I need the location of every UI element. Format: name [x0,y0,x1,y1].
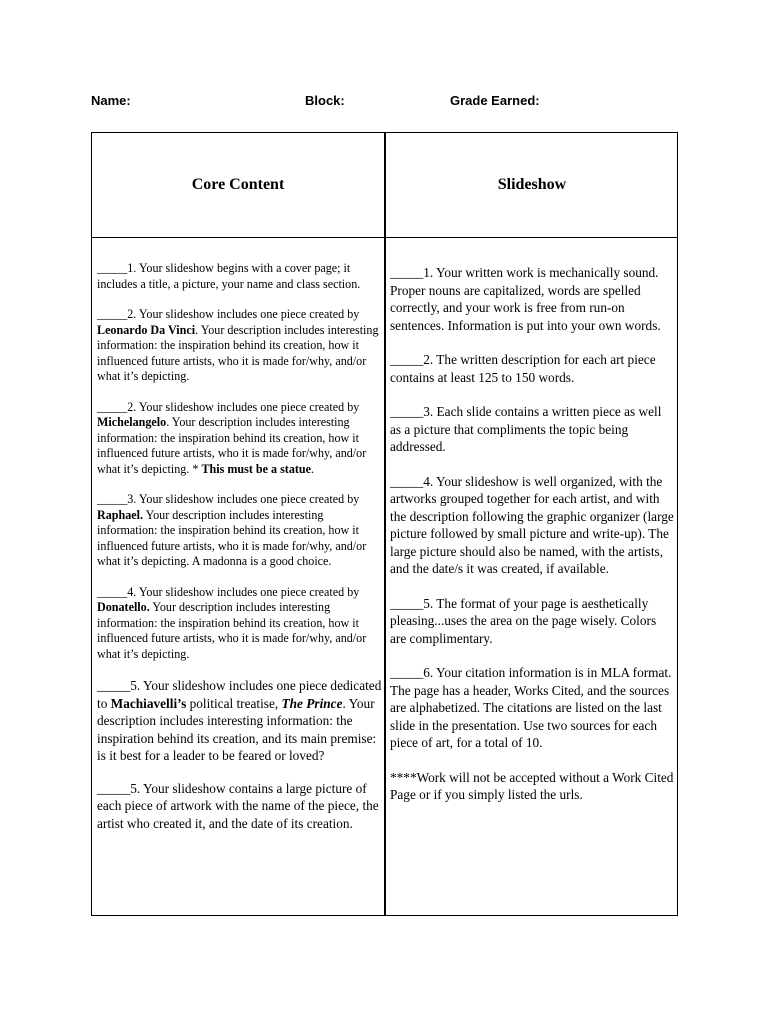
grade-blank: _____ [97,261,128,275]
item-text: . [311,461,315,476]
grade-blank: _____ [97,678,131,693]
emphasis-text: The Prince [281,695,343,711]
core-content-item [97,261,382,292]
core-content-column [97,261,382,847]
emphasis-text: Raphael. [97,507,144,522]
core-content-item [97,400,382,478]
emphasis-text: Donatello. [97,600,150,614]
grade-blank: _____ [390,265,424,280]
item-text: ****Work will not be accepted without a Work Cited Page or if you simply listed the urls. [390,769,674,802]
core-content-item [97,585,382,663]
core-content-item [97,492,382,570]
header-divider [92,237,677,238]
item-text: 2. Your slideshow includes one piece created by [127,399,360,414]
slideshow-item [390,664,674,752]
emphasis-text: Michelangelo [97,415,167,429]
item-text: 5. Your slideshow includes one piece dedicated to [97,678,382,711]
grade-blank: _____ [97,492,128,506]
item-text: Your description includes interesting information: the inspiration behind its creation, how it influenced future artists, who it is made for/why, and/or what it’s depicting. [97,600,367,661]
block-label: Block: [305,93,345,108]
slideshow-item [390,351,674,386]
slideshow-heading: Slideshow [497,176,567,193]
header-fields [91,93,691,113]
item-text: political treatise, [186,695,282,711]
slideshow-column [390,264,674,821]
item-text: . Your description includes interesting information: the inspiration behind its creation, and its main premise: is it best for a leader to be feared or loved? [97,695,377,763]
item-text: 2. The written description for each art piece contains at least 125 to 150 words. [390,352,656,385]
grade-blank: _____ [97,307,128,321]
grade-blank: _____ [390,665,424,680]
item-text: 4. Your slideshow is well organized, with the artworks grouped together for each artist, and with the description following the graphic organizer (large picture followed by small picture and write-up). The large picture should also be named, with the artists, and the date/s it was created, if available. [390,473,674,576]
item-text: 5. Your slideshow contains a large picture of each piece of artwork with the name of the piece, the artist who created it, and the date of its creation. [97,780,379,831]
core-content-item [97,307,382,385]
grade-blank: _____ [390,352,424,367]
emphasis-text: Leonardo Da Vinci [97,322,196,337]
item-text: 6. Your citation information is in MLA format. The page has a header, Works Cited, and the sources are alphabetized. The citations are listed on the last slide in the presentation. Use two sources for each piece of art, for a total of 10. [390,665,672,750]
slideshow-item [390,264,674,334]
slideshow-item [390,595,674,648]
item-text: 2. Your slideshow includes one piece created by [127,307,360,321]
item-text: 4. Your slideshow includes one piece created by [127,584,360,599]
item-text: 3. Each slide contains a written piece as well as a picture that compliments the topic being addressed. [390,404,662,454]
grade-blank: _____ [97,780,131,796]
grade-blank: _____ [97,399,128,414]
slideshow-item [390,769,674,804]
slideshow-item [390,473,674,578]
emphasis-text: Machiavelli’s [110,695,187,711]
item-text: 1. Your slideshow begins with a cover page; it includes a title, a picture, your name and class section. [97,261,361,291]
name-label: Name: [91,93,131,108]
rubric-table [91,132,678,916]
grade-blank: _____ [390,473,424,489]
grade-blank: _____ [390,595,424,611]
core-content-heading: Core Content [191,176,285,193]
item-text: Your description includes interesting information: the inspiration behind its creation, how it influenced future artists, who it is made for/why, and/or what it’s depicting. A madonna is a good choice. [97,507,367,568]
core-content-item [97,780,382,833]
item-text: 3. Your slideshow includes one piece created by [127,492,360,506]
column-divider [384,133,386,915]
core-content-item [97,677,382,765]
item-text: . Your description includes interesting information: the inspiration behind its creation, how it influenced future artists, who it is made for/why, and/or what it’s depicting. * [97,415,367,476]
item-text: 1. Your written work is mechanically sound. Proper nouns are capitalized, words are spelled correctly, and your work is free from run-on sentences. Information is put into your own words. [390,265,661,333]
item-text: . Your description includes interesting information: the inspiration behind its creation, how it influenced future artists, who it is made for/why, and/or what it’s depicting. [97,322,379,383]
slideshow-item [390,403,674,456]
grade-blank: _____ [390,404,424,419]
grade-earned-label: Grade Earned: [450,93,540,108]
item-text: 5. The format of your page is aesthetically pleasing...uses the area on the page wisely. Colors are complimentary. [390,595,657,646]
grade-blank: _____ [97,584,128,599]
emphasis-text: This must be a statue [201,461,311,476]
